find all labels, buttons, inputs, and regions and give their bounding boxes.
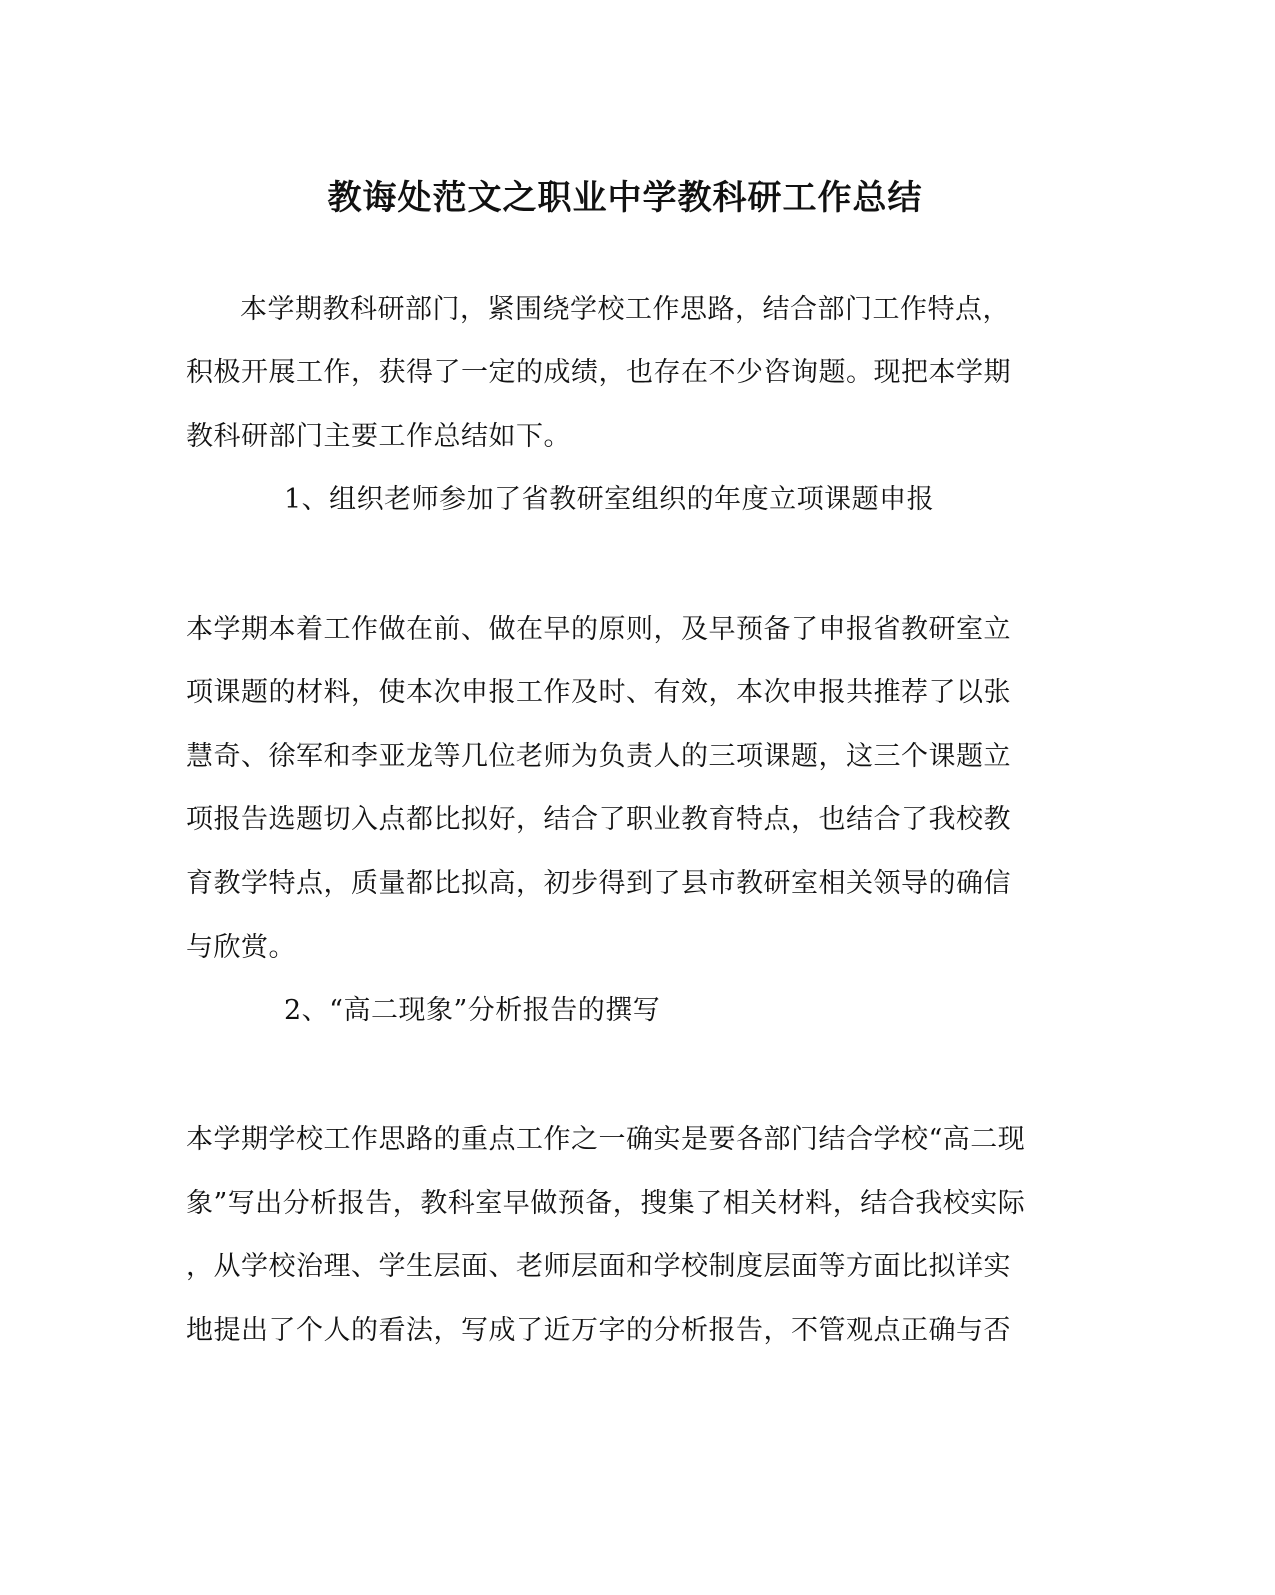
intro-line-2: 积极开展工作，获得了一定的成绩，也存在不少咨询题。现把本学期 bbox=[186, 357, 1011, 388]
section-2-heading: 2、“高二现象”分析报告的撰写 bbox=[284, 995, 661, 1026]
section-1-heading: 1、组织老师参加了省教研室组织的年度立项课题申报 bbox=[284, 484, 935, 515]
section-1-line-2: 项课题的材料，使本次申报工作及时、有效，本次申报共推荐了以张 bbox=[186, 677, 1011, 708]
section-1-line-1: 本学期本着工作做在前、做在早的原则，及早预备了申报省教研室立 bbox=[186, 614, 1011, 645]
section-2-line-4: 地提出了个人的看法，写成了近万字的分析报告，不管观点正确与否 bbox=[186, 1315, 1011, 1346]
section-1-line-5: 育教学特点，质量都比拟高，初步得到了县市教研室相关领导的确信 bbox=[186, 868, 1011, 899]
document-title: 教诲处范文之职业中学教科研工作总结 bbox=[327, 178, 923, 218]
section-2-line-1: 本学期学校工作思路的重点工作之一确实是要各部门结合学校“高二现 bbox=[186, 1124, 1026, 1155]
section-1-line-4: 项报告选题切入点都比拟好，结合了职业教育特点，也结合了我校教 bbox=[186, 804, 1011, 835]
section-2-line-2: 象”写出分析报告，教科室早做预备，搜集了相关材料，结合我校实际 bbox=[186, 1188, 1026, 1219]
section-1-line-3: 慧奇、徐军和李亚龙等几位老师为负责人的三项课题，这三个课题立 bbox=[186, 741, 1011, 772]
section-2-line-3: ，从学校治理、学生层面、老师层面和学校制度层面等方面比拟详实 bbox=[186, 1251, 1011, 1282]
section-1-line-6: 与欣赏。 bbox=[186, 932, 296, 963]
intro-line-3: 教科研部门主要工作总结如下。 bbox=[186, 421, 571, 452]
intro-line-1: 本学期教科研部门，紧围绕学校工作思路，结合部门工作特点， bbox=[240, 294, 1010, 325]
